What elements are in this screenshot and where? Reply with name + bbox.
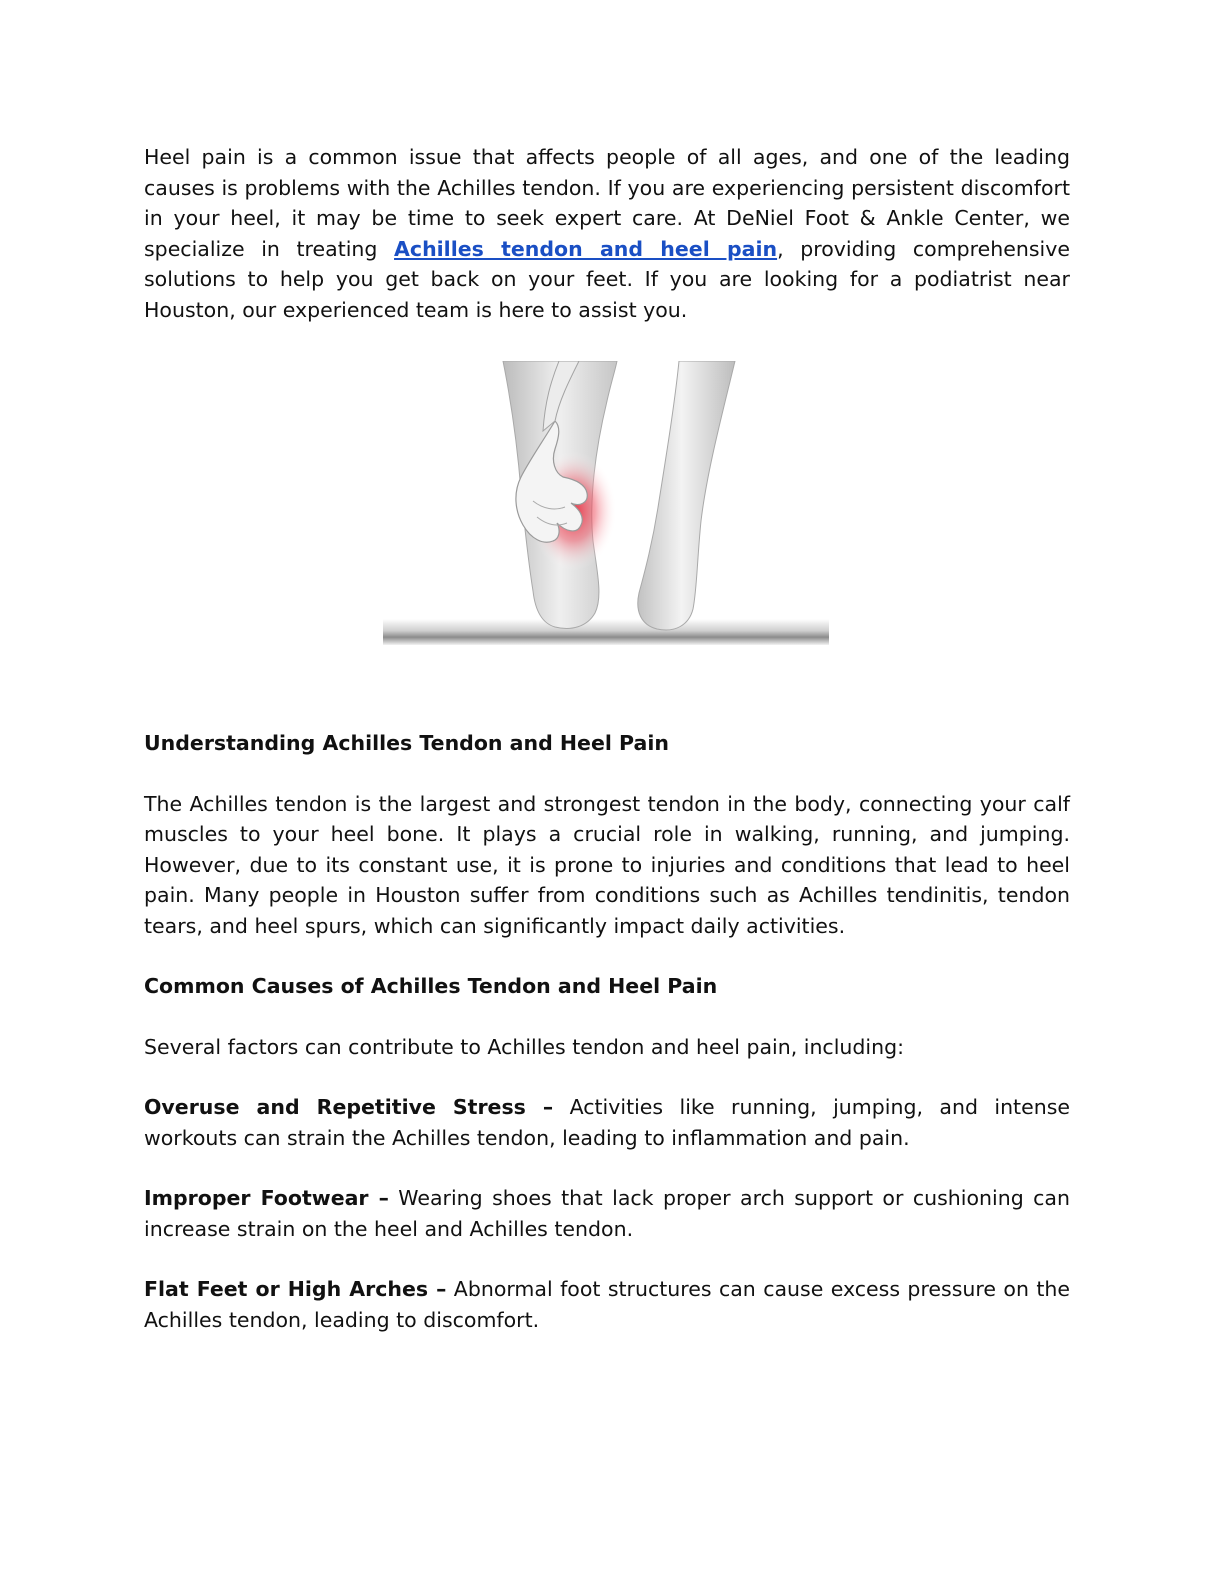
intro-text-before-link: Heel pain is a common issue that affects people of all ages, and one of the leading causes is problems with the Achilles tendon. If you are experiencing persistent discomfort in your heel, it may be time to seek expert care. At DeNiel Foot & Ankle Center, we specialize in treating bbox=[144, 145, 1070, 261]
cause-term: Flat Feet or High Arches – bbox=[144, 1277, 447, 1301]
section-heading-causes: Common Causes of Achilles Tendon and Heel Pain bbox=[144, 974, 718, 998]
intro-paragraph bbox=[144, 142, 1070, 325]
causes-lead-paragraph: Several factors can contribute to Achilles tendon and heel pain, including: bbox=[144, 1034, 905, 1059]
heel-pain-image bbox=[383, 361, 829, 657]
section-heading-understanding: Understanding Achilles Tendon and Heel Pain bbox=[144, 731, 669, 755]
cause-text: Wearing shoes that lack proper arch support or cushioning can increase strain on the heel and Achilles tendon. bbox=[144, 1186, 1070, 1241]
cause-item bbox=[144, 1274, 1070, 1335]
cause-term: Improper Footwear – bbox=[144, 1186, 389, 1210]
cause-text: Activities like running, jumping, and intense workouts can strain the Achilles tendon, leading to inflammation and pain. bbox=[144, 1095, 1070, 1150]
cause-item bbox=[144, 1092, 1070, 1153]
section-body-understanding: The Achilles tendon is the largest and strongest tendon in the body, connecting your calf muscles to your heel bone. It plays a crucial role in walking, running, and jumping. However, due to its constant use, it is prone to injuries and conditions that lead to heel pain. Many people in Houston suffer from conditions such as Achilles tendinitis, tendon tears, and heel spurs, which can significantly impact daily activities. bbox=[144, 791, 1070, 938]
document-body bbox=[144, 142, 1070, 1335]
right-leg bbox=[638, 361, 735, 630]
intro-text-after-link: , providing comprehensive solutions to help you get back on your feet. If you are looking for a podiatrist near Houston, our experienced team is here to assist you. bbox=[144, 236, 1070, 322]
cause-item bbox=[144, 1183, 1070, 1244]
heel-pain-illustration bbox=[383, 361, 829, 657]
cause-term: Overuse and Repetitive Stress – bbox=[144, 1095, 554, 1119]
achilles-heel-pain-link[interactable]: Achilles tendon and heel pain bbox=[394, 236, 778, 261]
floor-strip bbox=[383, 619, 829, 645]
cause-text: Abnormal foot structures can cause excess pressure on the Achilles tendon, leading to discomfort. bbox=[144, 1277, 1070, 1332]
